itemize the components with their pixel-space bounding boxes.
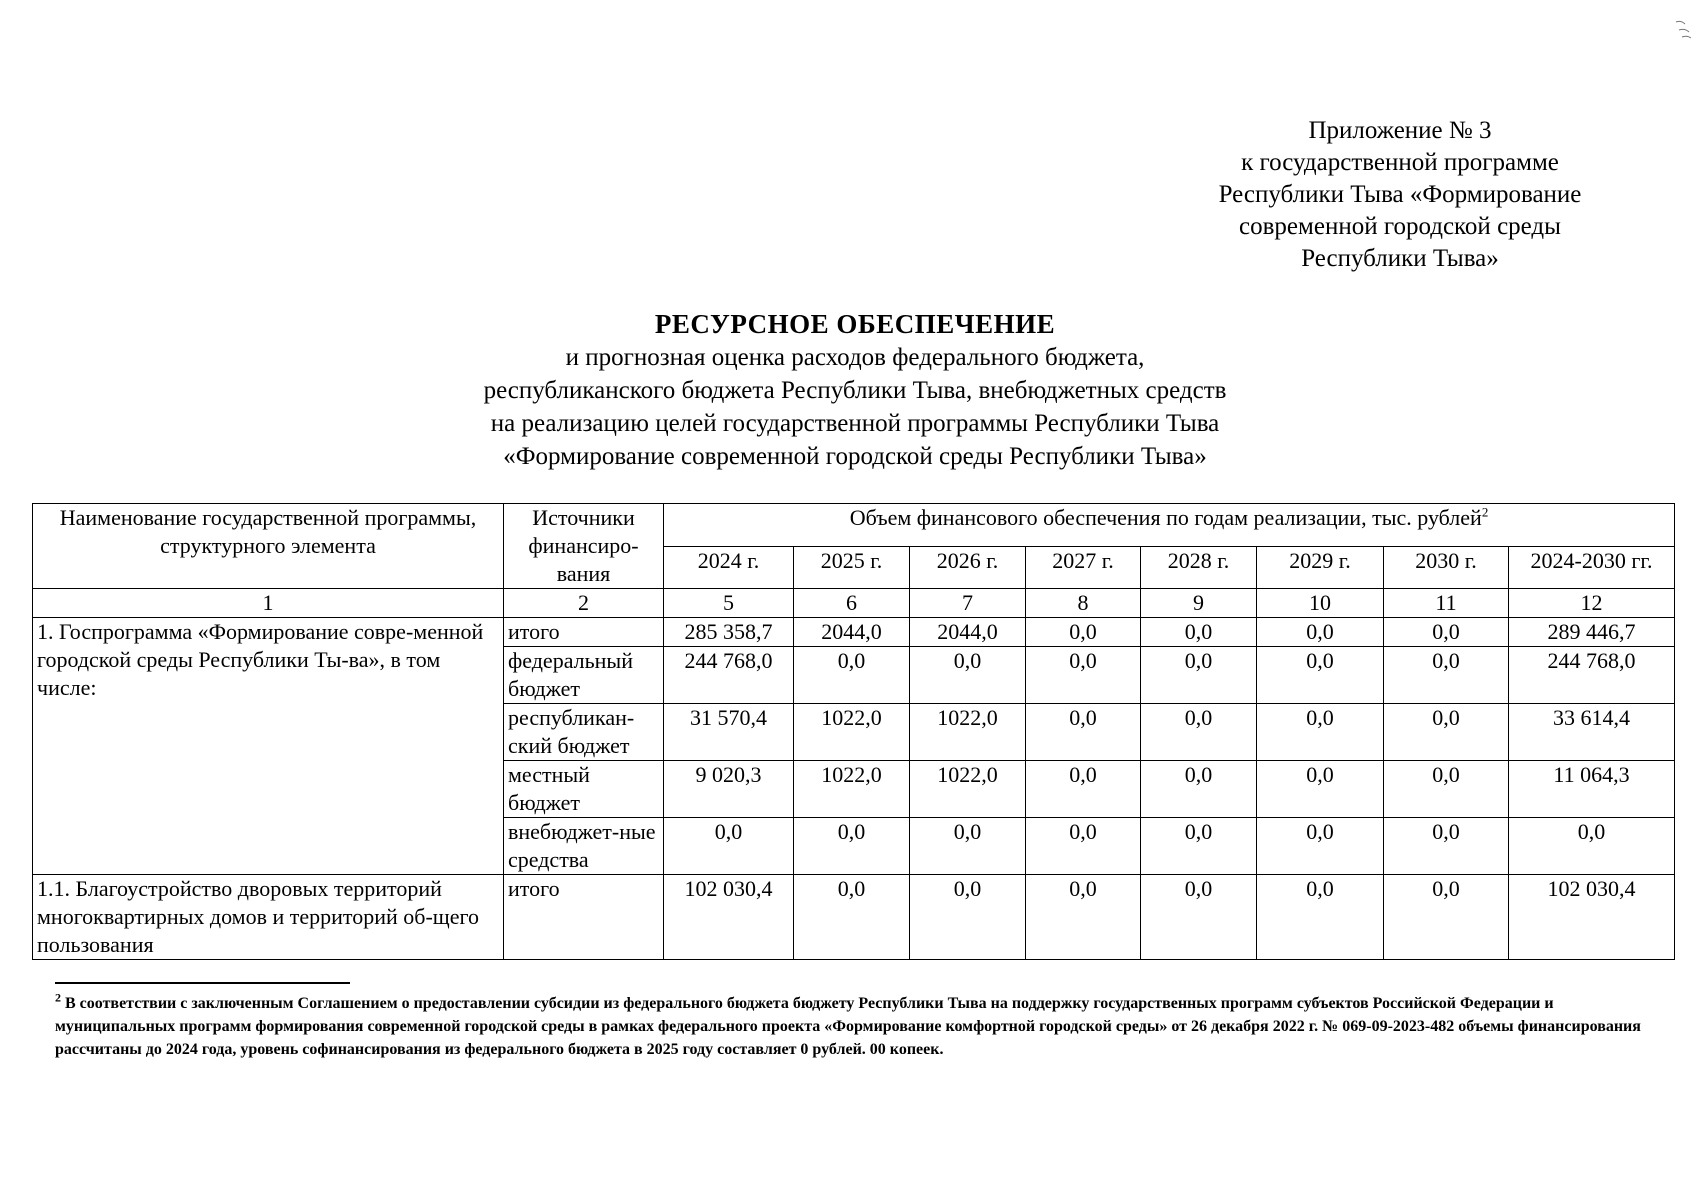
value-cell: 0,0 [1026, 618, 1141, 647]
header-year: 2025 г. [794, 546, 910, 589]
value-cell: 0,0 [1257, 761, 1384, 818]
value-cell: 0,0 [1141, 818, 1257, 875]
subtitle-line: республиканского бюджета Республики Тыва, внебюджетных средств [483, 377, 1227, 404]
column-index: 12 [1509, 589, 1675, 618]
value-cell: 31 570,4 [664, 704, 794, 761]
appendix-line: Республики Тыва «Формирование [1218, 181, 1582, 208]
value-cell: 0,0 [910, 647, 1026, 704]
value-cell: 102 030,4 [664, 875, 794, 960]
footnote-mark: 2 [55, 990, 61, 1005]
value-cell: 1022,0 [794, 704, 910, 761]
value-cell: 1022,0 [910, 704, 1026, 761]
table-row [33, 618, 1675, 647]
value-cell: 102 030,4 [1509, 875, 1675, 960]
table-row [33, 875, 1675, 960]
value-cell: 1022,0 [794, 761, 910, 818]
value-cell: 0,0 [1026, 761, 1141, 818]
header-volume-group [664, 504, 1675, 547]
value-cell: 0,0 [910, 875, 1026, 960]
appendix-line: Республики Тыва» [1301, 245, 1499, 272]
column-index: 11 [1384, 589, 1509, 618]
page-title: РЕСУРСНОЕ ОБЕСПЕЧЕНИЕ [654, 309, 1056, 339]
value-cell: 0,0 [794, 818, 910, 875]
source-cell: внебюджет-ные средства [504, 818, 664, 875]
value-cell: 0,0 [1509, 818, 1675, 875]
header-year: 2024-2030 гг. [1509, 546, 1675, 589]
value-cell: 0,0 [910, 818, 1026, 875]
source-cell: республикан-ский бюджет [504, 704, 664, 761]
value-cell: 0,0 [1141, 647, 1257, 704]
appendix-line: современной городской среды [1239, 213, 1561, 240]
header-volume-text: Объем финансового обеспечения по годам реализации, тыс. рублей [849, 505, 1482, 530]
value-cell: 0,0 [1257, 647, 1384, 704]
scan-mark-icon [1673, 18, 1693, 42]
column-index: 8 [1026, 589, 1141, 618]
value-cell: 0,0 [1257, 818, 1384, 875]
column-index: 1 [33, 589, 504, 618]
header-source: Источники финансиро-вания [504, 504, 664, 589]
value-cell: 0,0 [1384, 647, 1509, 704]
value-cell: 0,0 [1141, 875, 1257, 960]
header-year: 2029 г. [1257, 546, 1384, 589]
value-cell: 244 768,0 [664, 647, 794, 704]
value-cell: 244 768,0 [1509, 647, 1675, 704]
value-cell: 0,0 [1384, 818, 1509, 875]
value-cell: 2044,0 [910, 618, 1026, 647]
footnote-divider [55, 982, 350, 984]
footnote [55, 992, 1655, 1061]
value-cell: 0,0 [794, 875, 910, 960]
header-name: Наименование государственной программы, структурного элемента [33, 504, 504, 589]
value-cell: 0,0 [1257, 618, 1384, 647]
value-cell: 2044,0 [794, 618, 910, 647]
value-cell: 0,0 [1026, 818, 1141, 875]
value-cell: 11 064,3 [1509, 761, 1675, 818]
value-cell: 0,0 [794, 647, 910, 704]
header-year: 2026 г. [910, 546, 1026, 589]
column-index: 7 [910, 589, 1026, 618]
subtitle-line: на реализацию целей государственной программы Республики Тыва [490, 410, 1220, 437]
column-index: 2 [504, 589, 664, 618]
footnote-ref: 2 [1481, 504, 1489, 520]
column-index: 5 [664, 589, 794, 618]
source-cell: федеральный бюджет [504, 647, 664, 704]
header-year: 2028 г. [1141, 546, 1257, 589]
value-cell: 0,0 [1384, 618, 1509, 647]
value-cell: 0,0 [1141, 618, 1257, 647]
value-cell: 0,0 [1141, 761, 1257, 818]
table-header-row [33, 504, 1675, 547]
appendix-line: к государственной программе [1241, 149, 1559, 176]
appendix-header [1160, 115, 1640, 275]
column-index: 10 [1257, 589, 1384, 618]
value-cell: 0,0 [664, 818, 794, 875]
value-cell: 0,0 [1257, 704, 1384, 761]
value-cell: 0,0 [1384, 704, 1509, 761]
resource-table [32, 503, 1675, 960]
value-cell: 0,0 [1384, 875, 1509, 960]
value-cell: 0,0 [1257, 875, 1384, 960]
subtitle-line: «Формирование современной городской среды Республики Тыва» [503, 443, 1207, 470]
column-index: 6 [794, 589, 910, 618]
value-cell: 289 446,7 [1509, 618, 1675, 647]
header-year: 2024 г. [664, 546, 794, 589]
value-cell: 0,0 [1026, 647, 1141, 704]
footnote-text: В соответствии с заключенным Соглашением о предоставлении субсидии из федерального бюджета бюджету Республики Тыва на поддержку государственных программ субъектов Российской Федерации и муниципальных программ формирования современной городской среды в рамках федерального проекта «Формирование комфортной городской среды» от 26 декабря 2022 г. № 069-09-2023-482 объемы финансирования рассчитаны до 2024 года, уровень софинансирования из федерального бюджета в 2025 году составляет 0 рублей. 00 копеек. [55, 995, 1641, 1058]
source-cell: итого [504, 618, 664, 647]
column-index: 9 [1141, 589, 1257, 618]
program-name: 1. Госпрограмма «Формирование совре-менной городской среды Республики Ты-ва», в том числе: [33, 618, 504, 875]
header-year: 2027 г. [1026, 546, 1141, 589]
document-title [300, 308, 1410, 473]
source-cell: итого [504, 875, 664, 960]
value-cell: 1022,0 [910, 761, 1026, 818]
value-cell: 0,0 [1141, 704, 1257, 761]
value-cell: 285 358,7 [664, 618, 794, 647]
value-cell: 0,0 [1384, 761, 1509, 818]
value-cell: 33 614,4 [1509, 704, 1675, 761]
value-cell: 0,0 [1026, 704, 1141, 761]
appendix-line: Приложение № 3 [1308, 117, 1492, 144]
source-cell: местный бюджет [504, 761, 664, 818]
subtitle-line: и прогнозная оценка расходов федерального бюджета, [565, 344, 1145, 371]
header-year: 2030 г. [1384, 546, 1509, 589]
element-name: 1.1. Благоустройство дворовых территорий многоквартирных домов и территорий об-щего пользования [33, 875, 504, 960]
value-cell: 0,0 [1026, 875, 1141, 960]
column-index-row [33, 589, 1675, 618]
value-cell: 9 020,3 [664, 761, 794, 818]
